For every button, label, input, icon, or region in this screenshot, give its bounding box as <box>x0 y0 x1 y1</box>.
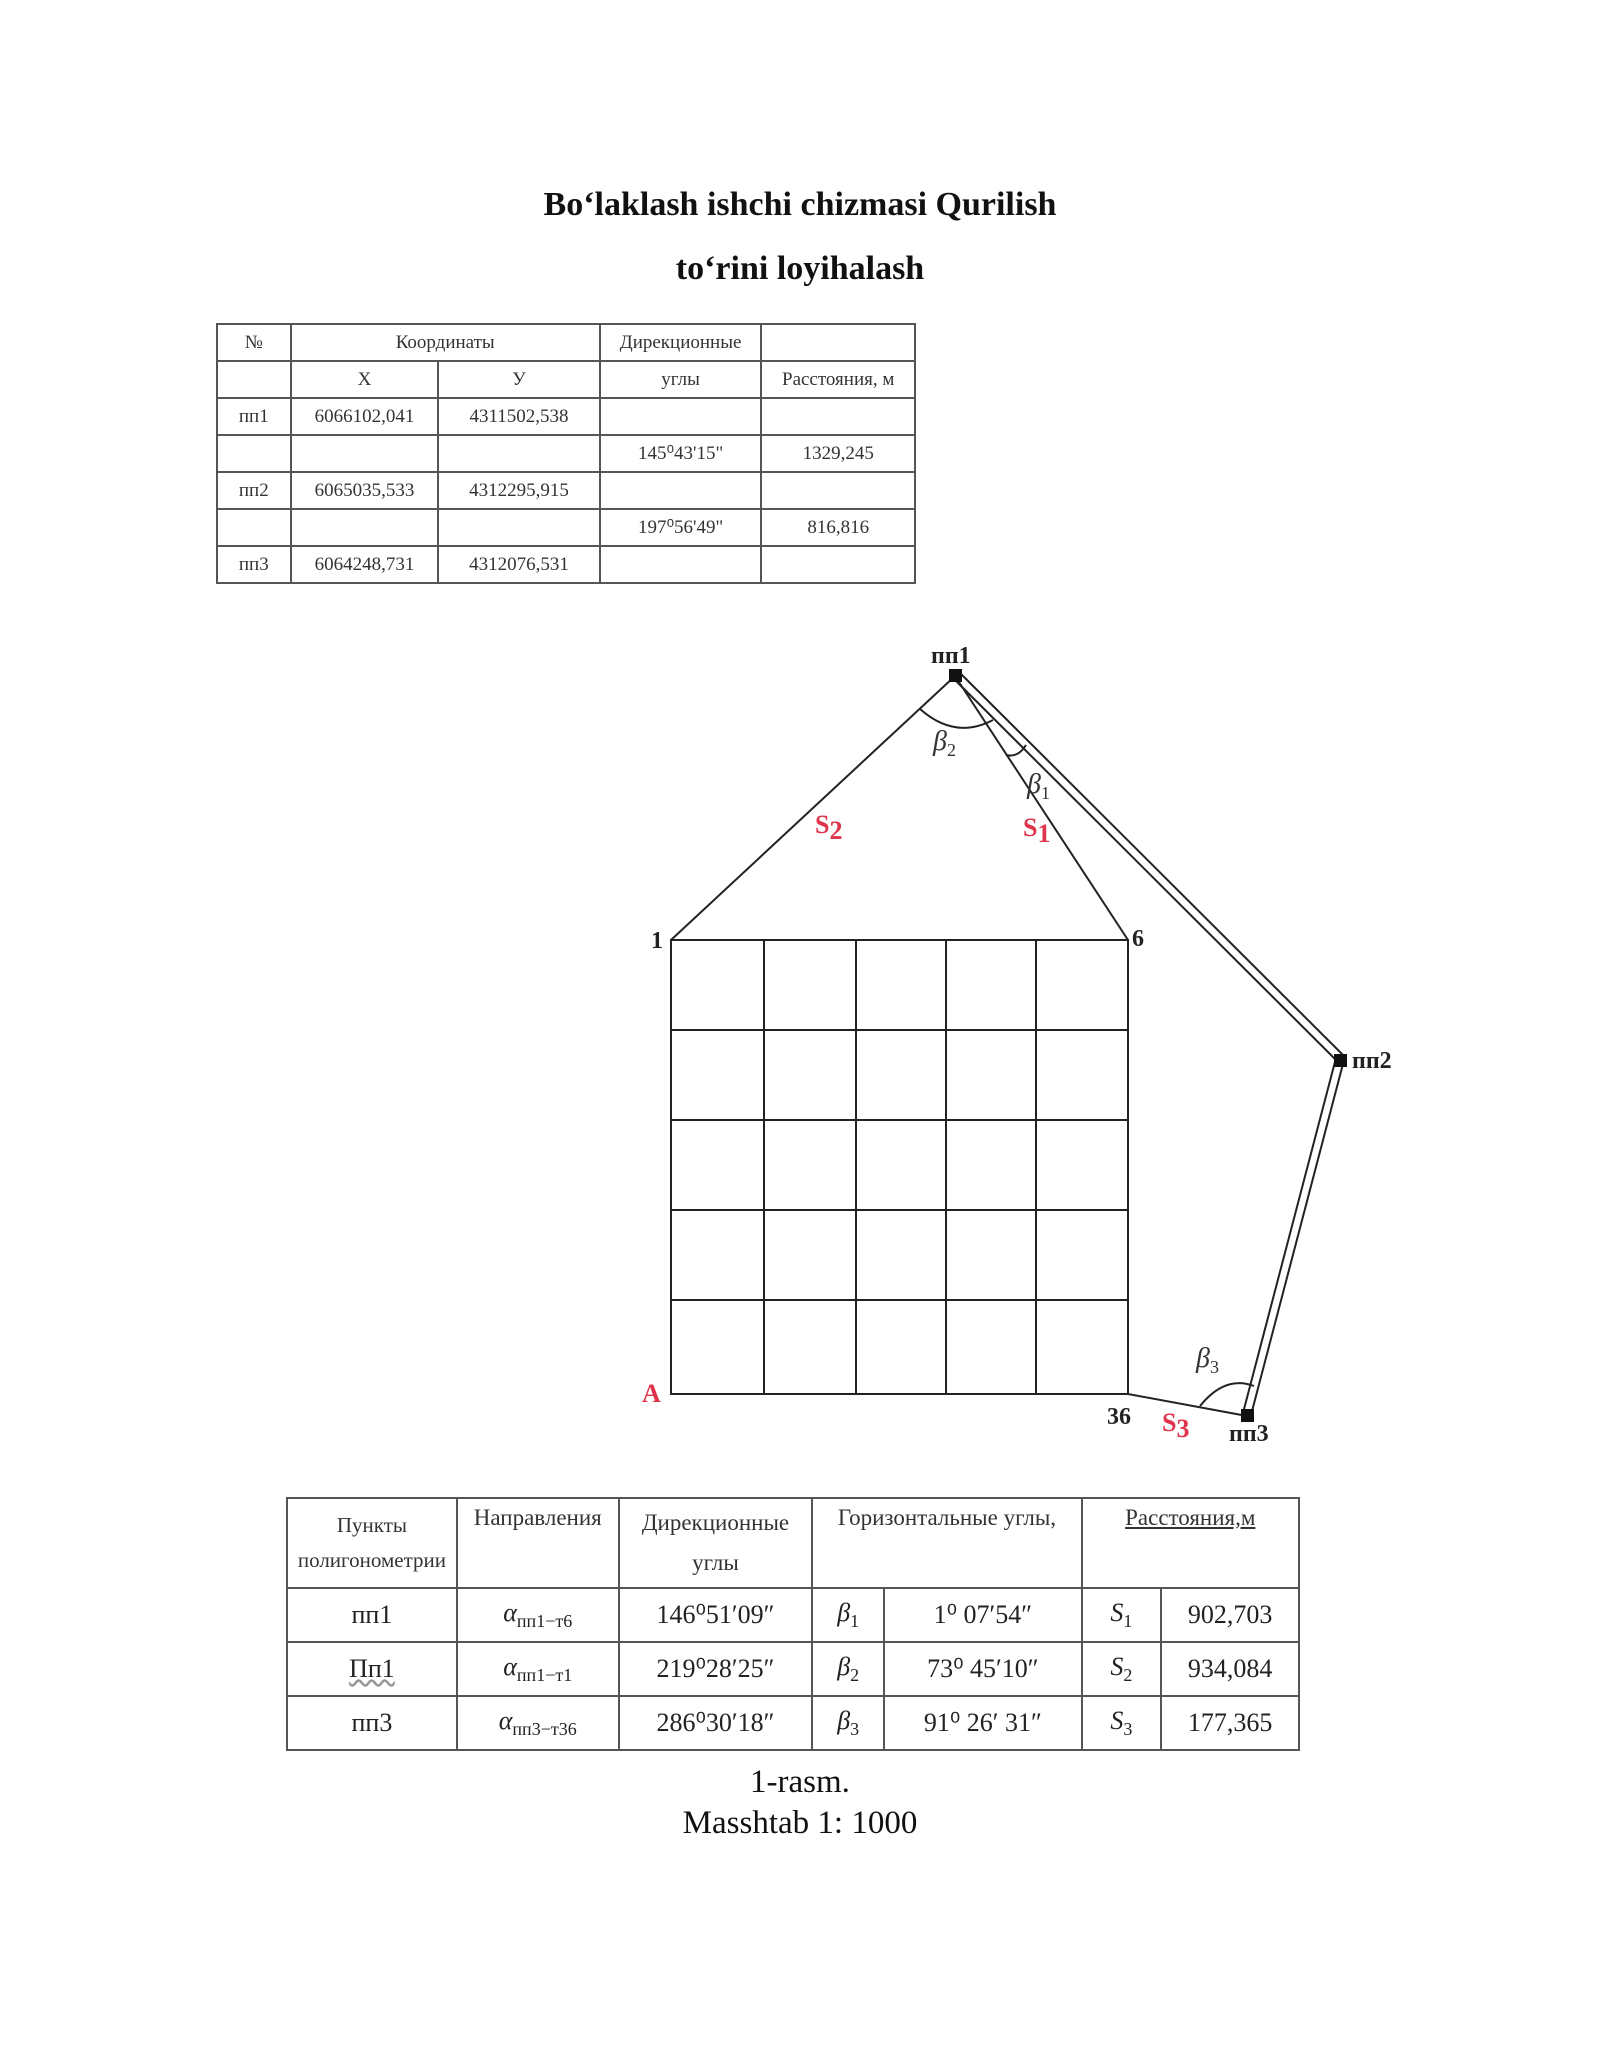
label-beta1: $\beta_1$ <box>1027 769 1050 803</box>
header-coordinates: Координаты <box>291 324 600 361</box>
station-pp2-marker <box>1334 1054 1347 1067</box>
header-number: № <box>217 324 291 361</box>
label-beta2: $\beta_2$ <box>933 726 956 760</box>
cell-direction: $\alpha_{пп1-т6}$ <box>457 1588 619 1642</box>
construction-grid <box>671 940 1128 1394</box>
table-row <box>287 1642 1299 1696</box>
cell-x: 6065035,533 <box>291 472 439 509</box>
cell-horizontal-angle: 1⁰ 07′54″ <box>884 1588 1081 1642</box>
cell-num: пп1 <box>217 398 291 435</box>
label-point-a: A <box>642 1379 661 1408</box>
header-x: X <box>291 361 439 398</box>
header-horizontal-angles: Горизонтальные углы, <box>812 1498 1081 1588</box>
cell-num: пп2 <box>217 472 291 509</box>
cell-x: 6064248,731 <box>291 546 439 583</box>
header-direction-2: углы <box>600 361 762 398</box>
label-pp1: пп1 <box>931 643 971 669</box>
label-beta3: $\beta_3$ <box>1196 1343 1219 1377</box>
label-point-1: 1 <box>651 928 663 954</box>
cell-beta: $\beta_3$ <box>812 1696 884 1750</box>
cell-dir: 145⁰43'15" <box>600 435 762 472</box>
cell-direction: $\alpha_{пп1-т1}$ <box>457 1642 619 1696</box>
header-direction-angles-line2: углы <box>692 1550 739 1575</box>
cell-angle: 146⁰51′09″ <box>619 1588 813 1642</box>
label-point-36: 36 <box>1107 1404 1131 1430</box>
cell-dist: 816,816 <box>761 509 915 546</box>
cell-angle: 219⁰28′25″ <box>619 1642 813 1696</box>
line-s2 <box>671 676 955 940</box>
header-directions: Направления <box>457 1498 619 1588</box>
traverse-pp2-pp3 <box>1243 1058 1344 1415</box>
label-s2: S2 <box>815 810 843 845</box>
header-direction: Дирекционные <box>600 324 762 361</box>
table-row <box>287 1696 1299 1750</box>
figure-caption: 1-rasm. <box>750 1764 850 1800</box>
cell-beta: $\beta_2$ <box>812 1642 884 1696</box>
cell-x: 6066102,041 <box>291 398 439 435</box>
cell-horizontal-angle: 73⁰ 45′10″ <box>884 1642 1081 1696</box>
cell-point: пп1 <box>287 1588 457 1642</box>
label-s3: S3 <box>1162 1408 1190 1443</box>
header-distances: Расстояния,м <box>1082 1498 1299 1588</box>
table-row <box>287 1588 1299 1642</box>
cell-distance: 177,365 <box>1161 1696 1299 1750</box>
cell-y: 4312295,915 <box>438 472 600 509</box>
line-s3 <box>1128 1394 1247 1416</box>
label-pp2: пп2 <box>1352 1048 1392 1074</box>
header-points-line1: Пункты <box>336 1513 407 1537</box>
cell-s: $S_2$ <box>1082 1642 1162 1696</box>
header-points-line2: полигонометрии <box>297 1548 446 1572</box>
label-s1: S1 <box>1023 813 1051 848</box>
label-point-6: 6 <box>1132 926 1144 952</box>
station-pp1-marker <box>949 669 962 682</box>
cell-num: пп3 <box>217 546 291 583</box>
cell-s: $S_3$ <box>1082 1696 1162 1750</box>
cell-y: 4311502,538 <box>438 398 600 435</box>
header-points <box>287 1498 457 1588</box>
cell-s: $S_1$ <box>1082 1588 1162 1642</box>
cell-beta: $\beta_1$ <box>812 1588 884 1642</box>
cell-direction: $\alpha_{пп3-т36}$ <box>457 1696 619 1750</box>
traverse-pp1-pp2 <box>952 670 1343 1062</box>
line-s1 <box>955 676 1128 940</box>
label-pp3: пп3 <box>1229 1421 1269 1447</box>
cell-y: 4312076,531 <box>438 546 600 583</box>
cell-dir: 197⁰56'49" <box>600 509 762 546</box>
cell-distance: 902,703 <box>1161 1588 1299 1642</box>
cell-point: пп3 <box>287 1696 457 1750</box>
cell-horizontal-angle: 91⁰ 26′ 31″ <box>884 1696 1081 1750</box>
cell-distance: 934,084 <box>1161 1642 1299 1696</box>
cell-dist: 1329,245 <box>761 435 915 472</box>
results-table <box>286 1497 1300 1751</box>
cell-angle: 286⁰30′18″ <box>619 1696 813 1750</box>
document-title-line1: Bo‘laklash ishchi chizmasi Qurilish <box>543 186 1057 223</box>
header-direction-angles-line1: Дирекционные <box>641 1510 790 1535</box>
header-y: У <box>438 361 600 398</box>
document-title-line2: to‘rini loyihalash <box>675 250 925 287</box>
figure-scale: Masshtab 1: 1000 <box>682 1805 918 1841</box>
header-distance: Расстояния, м <box>761 361 915 398</box>
header-direction-angles <box>619 1498 813 1588</box>
cell-point: Пп1 <box>287 1642 457 1696</box>
